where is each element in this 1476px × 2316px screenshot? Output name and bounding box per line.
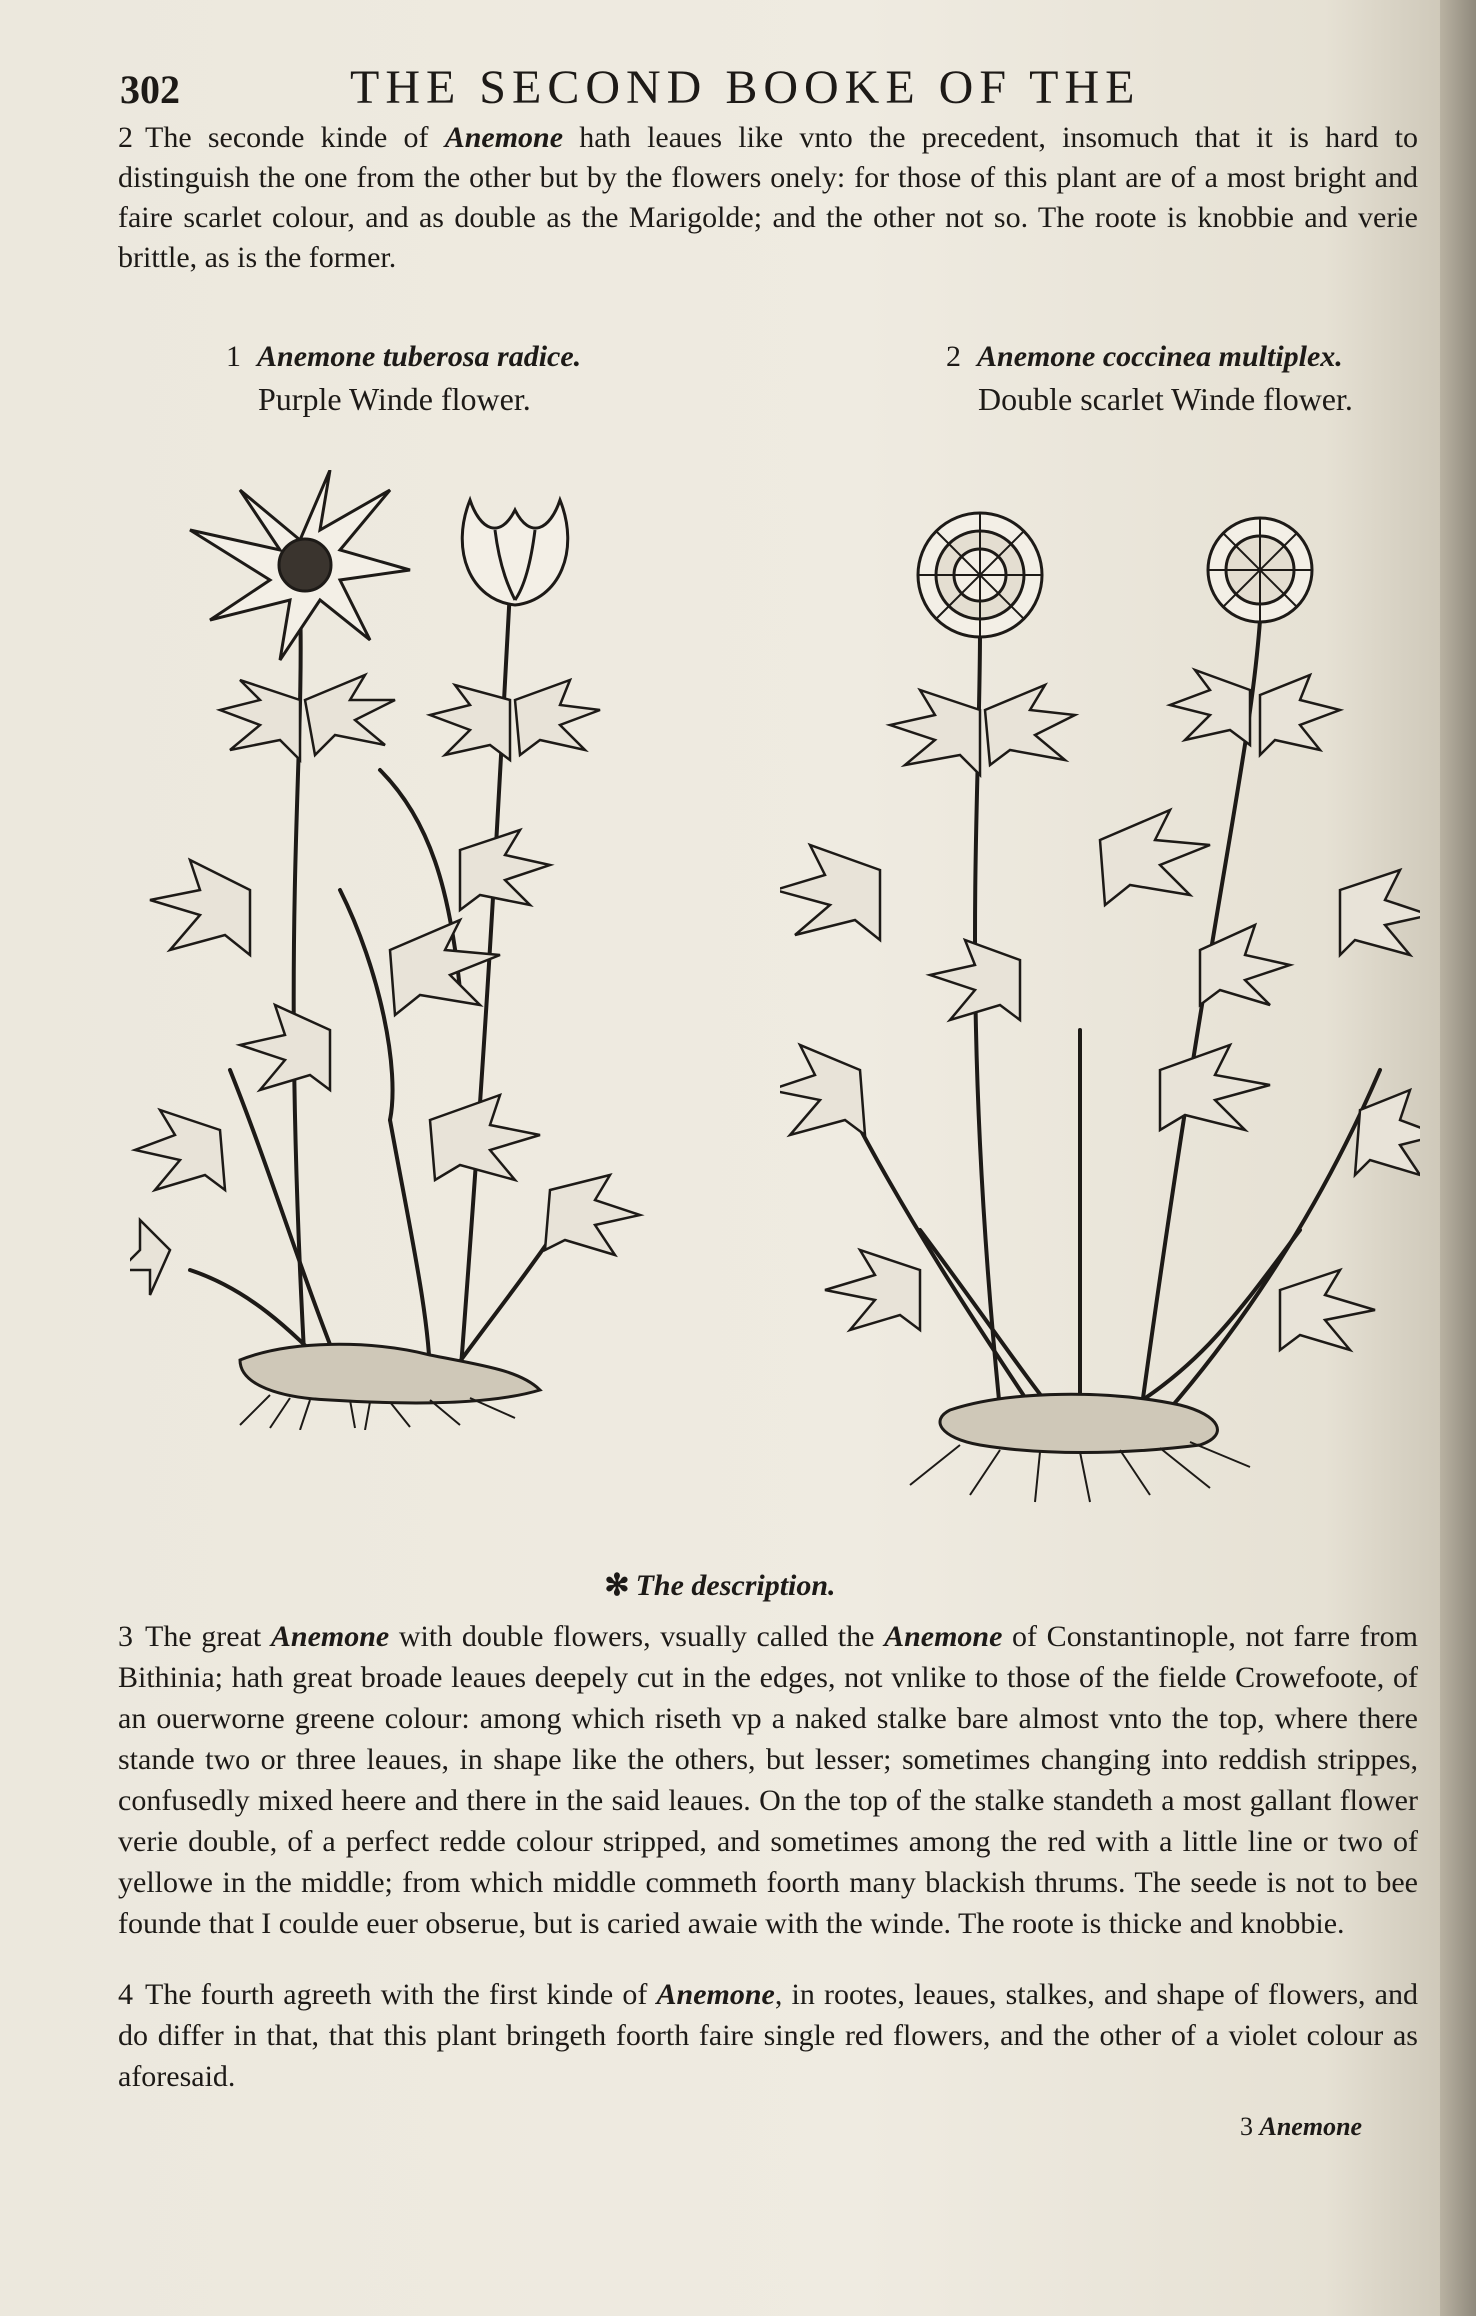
paragraph-number: 4	[118, 1978, 133, 2011]
description-heading	[0, 1568, 1440, 1603]
paragraph-text: , in rootes, leaues, stalkes, and shape of flowers, and do differ in that, that this plant bringeth foorth faire single red flowers, and the other of a violet colour as aforesaid.	[118, 1978, 1418, 2093]
description-heading-text: The description.	[635, 1569, 836, 1602]
italic-term: Anemone	[884, 1620, 1003, 1653]
paragraph-number: 2	[118, 121, 133, 154]
paragraph-text: hath leaues like vnto the precedent, insomuch that it is hard to distinguish the one from the other but by the flowers onely: for those of this plant are of a most bright and faire scarlet colour, and as double as the Marigolde; and the other not so. The roote is knobbie and verie brittle, as is the former.	[118, 121, 1418, 274]
book-gutter	[1440, 0, 1476, 2316]
italic-term: Anemone	[270, 1620, 390, 1653]
plant-illustration-2	[780, 510, 1420, 1520]
figure-number: 1	[226, 340, 241, 373]
italic-term: Anemone	[444, 121, 564, 154]
figure-latin-name: Anemone coccinea multiplex.	[977, 340, 1343, 373]
figure-english-name: Double scarlet Winde flower.	[978, 381, 1353, 417]
paragraph-number: 3	[118, 1620, 133, 1653]
paragraph-text: with double flowers, vsually called the	[389, 1620, 885, 1653]
paragraph-text: The great	[145, 1620, 271, 1653]
catchword-text: Anemone	[1259, 2112, 1363, 2141]
paragraph-2	[118, 118, 1418, 278]
paragraph-4	[118, 1974, 1418, 2097]
figure-latin-name: Anemone tuberosa radice.	[257, 340, 582, 373]
figure-caption-2	[946, 334, 1353, 420]
figure-english-name: Purple Winde flower.	[258, 381, 531, 417]
running-title: THE SECOND BOOKE OF THE	[350, 61, 1141, 114]
figure-caption-1	[226, 334, 581, 420]
asterism-icon: ✻	[604, 1569, 630, 1602]
catchword	[1240, 2112, 1362, 2142]
woodcut-double-scarlet-winde-flower	[780, 510, 1420, 1520]
paragraph-3	[118, 1616, 1418, 1944]
woodcut-purple-winde-flower	[130, 470, 700, 1430]
paragraph-text: The fourth agreeth with the first kinde of	[145, 1978, 657, 2011]
page-number: 302	[120, 67, 180, 112]
figure-number: 2	[946, 340, 961, 373]
paragraph-text: of Constantinople, not farre from Bithinia; hath great broade leaues deepely cut in the edges, not vnlike to those of the fielde Crowefoote, of an ouerworne greene colour: among which riseth vp a naked stalke bare almost vnto the top, where there stande two or three leaues, in shape like the others, but lesser; sometimes changing into reddish strippes, confusedly mixed heere and there in the said leaues. On the top of the stalke standeth a most gallant flower verie double, of a perfect redde colour stripped, and sometimes among the red with a little line or two of yellowe in the middle; from which middle commeth foorth many blackish thrums. The seede is not to bee founde that I coulde euer obserue, but is caried awaie with the winde. The roote is thicke and knobbie.	[118, 1620, 1418, 1940]
paragraph-text: The seconde kinde of	[145, 121, 445, 154]
plant-illustration-1	[130, 470, 700, 1430]
catchword-number: 3	[1240, 2112, 1253, 2141]
italic-term: Anemone	[656, 1978, 775, 2011]
